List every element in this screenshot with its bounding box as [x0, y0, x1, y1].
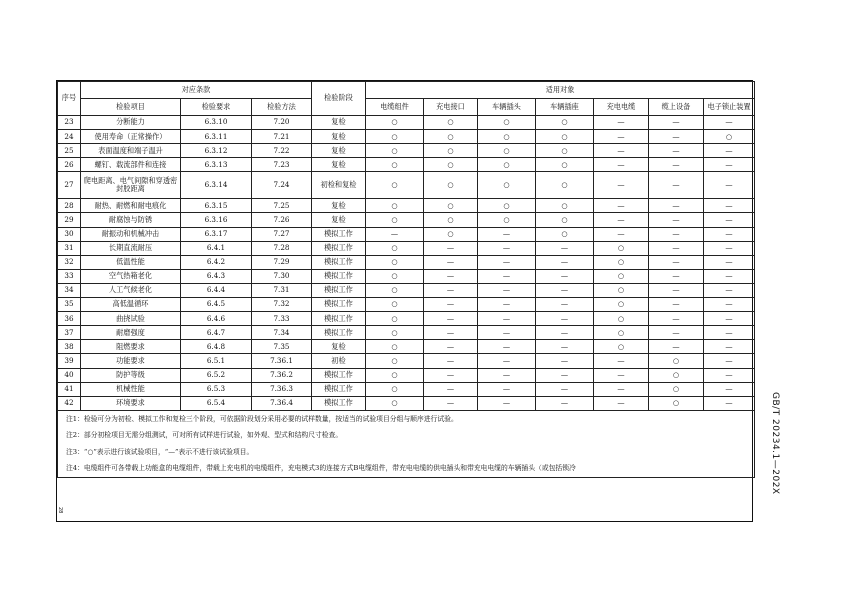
table-row — [58, 213, 755, 227]
row-mark: — — [536, 283, 594, 297]
row-method: 7.24 — [252, 172, 312, 199]
row-mark: — — [478, 312, 536, 326]
header-item: 检验项目 — [81, 99, 181, 116]
row-mark: ○ — [649, 354, 704, 368]
row-mark: ○ — [536, 199, 594, 213]
row-mark: — — [594, 199, 649, 213]
row-mark: ○ — [366, 241, 424, 255]
row-mark: — — [594, 144, 649, 158]
row-mark: — — [536, 368, 594, 382]
row-mark: — — [704, 116, 755, 130]
header-clause-group: 对应条款 — [81, 82, 312, 99]
row-mark: — — [704, 227, 755, 241]
row-stage: 复检 — [312, 130, 366, 144]
row-mark: ○ — [536, 130, 594, 144]
row-mark: — — [704, 298, 755, 312]
row-mark: ○ — [366, 269, 424, 283]
row-mark: — — [649, 241, 704, 255]
row-mark: — — [649, 312, 704, 326]
row-mark: — — [704, 213, 755, 227]
row-mark: ○ — [478, 213, 536, 227]
row-mark: — — [478, 354, 536, 368]
row-number: 26 — [58, 158, 81, 172]
row-mark: — — [704, 241, 755, 255]
row-mark: — — [594, 116, 649, 130]
row-mark: ○ — [366, 382, 424, 396]
row-mark: ○ — [424, 172, 478, 199]
row-method: 7.36.1 — [252, 354, 312, 368]
header-req: 检验要求 — [181, 99, 252, 116]
row-item: 耐腐蚀与防锈 — [81, 213, 181, 227]
row-mark: ○ — [594, 326, 649, 340]
row-mark: — — [536, 340, 594, 354]
row-mark: ○ — [366, 312, 424, 326]
row-mark: — — [649, 199, 704, 213]
row-method: 7.22 — [252, 144, 312, 158]
row-item: 分断能力 — [81, 116, 181, 130]
row-requirement: 6.3.15 — [181, 199, 252, 213]
row-number: 23 — [58, 116, 81, 130]
row-mark: — — [478, 382, 536, 396]
row-method: 7.28 — [252, 241, 312, 255]
row-mark: ○ — [424, 116, 478, 130]
table-row — [58, 172, 755, 199]
row-method: 7.21 — [252, 130, 312, 144]
row-mark: — — [594, 354, 649, 368]
row-mark: ○ — [424, 199, 478, 213]
row-mark: — — [478, 227, 536, 241]
table-row — [58, 144, 755, 158]
row-mark: ○ — [366, 130, 424, 144]
row-mark: — — [478, 326, 536, 340]
row-mark: ○ — [478, 144, 536, 158]
row-mark: ○ — [424, 144, 478, 158]
row-method: 7.20 — [252, 116, 312, 130]
row-method: 7.26 — [252, 213, 312, 227]
row-mark: — — [536, 255, 594, 269]
table-row — [58, 340, 755, 354]
row-mark: ○ — [366, 298, 424, 312]
header-target: 电缆组件 — [366, 99, 424, 116]
row-mark: — — [649, 298, 704, 312]
row-mark: — — [649, 116, 704, 130]
row-mark: ○ — [366, 340, 424, 354]
row-mark: — — [536, 396, 594, 410]
row-mark: ○ — [366, 213, 424, 227]
table-row — [58, 158, 755, 172]
row-mark: — — [649, 269, 704, 283]
row-mark: ○ — [536, 213, 594, 227]
row-stage: 模拟工作 — [312, 298, 366, 312]
row-method: 7.23 — [252, 158, 312, 172]
row-mark: — — [478, 269, 536, 283]
row-mark: — — [424, 340, 478, 354]
row-mark: ○ — [478, 199, 536, 213]
row-mark: — — [366, 227, 424, 241]
row-number: 34 — [58, 283, 81, 297]
note-4: 注4：电缆组件可各带载上功能盒的电缆组件，带载上充电机的电缆组件，充电模式3的连接方式B电缆组件，带充电电缆的供电插头和带充电电缆的车辆插头（或包括锁冷 — [66, 464, 576, 473]
row-mark: — — [649, 144, 704, 158]
row-mark: ○ — [366, 255, 424, 269]
row-mark: ○ — [594, 241, 649, 255]
row-mark: — — [704, 382, 755, 396]
row-requirement: 6.5.2 — [181, 368, 252, 382]
table-row — [58, 269, 755, 283]
row-requirement: 6.3.16 — [181, 213, 252, 227]
row-stage: 模拟工作 — [312, 326, 366, 340]
row-mark: — — [649, 158, 704, 172]
table-row — [58, 312, 755, 326]
row-mark: ○ — [424, 130, 478, 144]
table-row — [58, 298, 755, 312]
row-requirement: 6.4.4 — [181, 283, 252, 297]
row-number: 30 — [58, 227, 81, 241]
row-mark: ○ — [478, 116, 536, 130]
row-mark: — — [536, 241, 594, 255]
row-stage: 模拟工作 — [312, 227, 366, 241]
row-mark: ○ — [366, 116, 424, 130]
row-mark: ○ — [366, 144, 424, 158]
row-method: 7.27 — [252, 227, 312, 241]
row-mark: — — [536, 326, 594, 340]
row-mark: ○ — [649, 368, 704, 382]
table-row — [58, 227, 755, 241]
inspection-table-sheet — [56, 80, 753, 522]
row-item: 高低温循环 — [81, 298, 181, 312]
standard-number-vertical: GB/T 20234.1—202X — [770, 392, 780, 495]
row-mark: — — [594, 172, 649, 199]
row-mark: — — [424, 354, 478, 368]
row-mark: — — [424, 283, 478, 297]
row-mark: ○ — [594, 340, 649, 354]
row-item: 环境要求 — [81, 396, 181, 410]
row-mark: — — [704, 354, 755, 368]
row-requirement: 6.4.3 — [181, 269, 252, 283]
row-item: 表面温度和端子温升 — [81, 144, 181, 158]
row-requirement: 6.4.7 — [181, 326, 252, 340]
row-number: 27 — [58, 172, 81, 199]
row-mark: ○ — [536, 158, 594, 172]
row-method: 7.31 — [252, 283, 312, 297]
row-mark: — — [594, 158, 649, 172]
row-mark: — — [478, 241, 536, 255]
row-number: 29 — [58, 213, 81, 227]
note-3: 注3：“○”表示进行该试验项目，“—”表示不进行该试验项目。 — [66, 447, 254, 456]
inspection-table — [57, 81, 755, 478]
row-item: 使用寿命（正常操作） — [81, 130, 181, 144]
row-mark: — — [536, 269, 594, 283]
header-target: 充电接口 — [424, 99, 478, 116]
row-number: 35 — [58, 298, 81, 312]
row-number: 38 — [58, 340, 81, 354]
row-number: 39 — [58, 354, 81, 368]
row-mark: — — [478, 255, 536, 269]
row-mark: — — [704, 158, 755, 172]
row-mark: ○ — [366, 354, 424, 368]
row-stage: 复检 — [312, 213, 366, 227]
row-mark: — — [704, 312, 755, 326]
row-mark: — — [424, 269, 478, 283]
row-mark: — — [704, 255, 755, 269]
row-number: 40 — [58, 368, 81, 382]
table-row — [58, 116, 755, 130]
note-1: 注1：检验可分为初检、模拟工作和复检三个阶段，可依据阶段划分采用必要的试样数量，按适当的试验项目分组与顺序进行试验。 — [66, 414, 458, 423]
row-mark: ○ — [424, 158, 478, 172]
table-row — [58, 199, 755, 213]
row-number: 42 — [58, 396, 81, 410]
row-mark: — — [649, 172, 704, 199]
row-stage: 模拟工作 — [312, 396, 366, 410]
row-item: 曲挠试验 — [81, 312, 181, 326]
row-method: 7.32 — [252, 298, 312, 312]
row-item: 机械性能 — [81, 382, 181, 396]
table-row — [58, 368, 755, 382]
row-stage: 模拟工作 — [312, 312, 366, 326]
row-method: 7.35 — [252, 340, 312, 354]
row-number: 25 — [58, 144, 81, 158]
row-mark: ○ — [649, 382, 704, 396]
table-row — [58, 396, 755, 410]
row-stage: 模拟工作 — [312, 382, 366, 396]
row-mark: ○ — [424, 227, 478, 241]
row-mark: ○ — [366, 326, 424, 340]
row-mark: ○ — [594, 269, 649, 283]
row-item: 长期直流耐压 — [81, 241, 181, 255]
row-item: 耐振动和机械冲击 — [81, 227, 181, 241]
row-mark: — — [424, 382, 478, 396]
header-target: 电子锁止装置 — [704, 99, 755, 116]
table-row — [58, 382, 755, 396]
row-mark: — — [649, 340, 704, 354]
table-row — [58, 283, 755, 297]
page-number: 28 — [57, 507, 63, 514]
row-mark: — — [704, 368, 755, 382]
row-mark: — — [649, 283, 704, 297]
row-mark: ○ — [366, 396, 424, 410]
row-mark: — — [649, 130, 704, 144]
row-item: 人工气候老化 — [81, 283, 181, 297]
row-mark: — — [478, 340, 536, 354]
row-mark: — — [594, 213, 649, 227]
row-mark: — — [536, 312, 594, 326]
row-method: 7.25 — [252, 199, 312, 213]
row-stage: 复检 — [312, 199, 366, 213]
header-target: 车辆插座 — [536, 99, 594, 116]
row-mark: — — [704, 340, 755, 354]
row-mark: — — [649, 213, 704, 227]
row-mark: — — [536, 298, 594, 312]
row-mark: — — [536, 354, 594, 368]
row-mark: — — [704, 144, 755, 158]
row-stage: 模拟工作 — [312, 283, 366, 297]
table-row — [58, 354, 755, 368]
row-requirement: 6.3.13 — [181, 158, 252, 172]
row-mark: — — [594, 130, 649, 144]
row-mark: — — [704, 172, 755, 199]
row-mark: ○ — [536, 116, 594, 130]
row-number: 41 — [58, 382, 81, 396]
row-mark: — — [424, 326, 478, 340]
row-mark: ○ — [424, 213, 478, 227]
notes-cell — [58, 410, 755, 477]
row-number: 37 — [58, 326, 81, 340]
note-2: 注2：部分初检项目无需分组测试，可对所有试样进行试验，如外观、型式和结构尺寸检查。 — [66, 431, 343, 440]
row-method: 7.33 — [252, 312, 312, 326]
table-row — [58, 130, 755, 144]
row-stage: 复检 — [312, 116, 366, 130]
row-mark: — — [649, 227, 704, 241]
row-item: 功能要求 — [81, 354, 181, 368]
row-method: 7.36.2 — [252, 368, 312, 382]
row-mark: ○ — [594, 283, 649, 297]
row-item: 低温性能 — [81, 255, 181, 269]
row-mark: ○ — [366, 172, 424, 199]
row-mark: — — [424, 298, 478, 312]
row-mark: — — [704, 283, 755, 297]
row-mark: — — [478, 283, 536, 297]
row-item: 防护等级 — [81, 368, 181, 382]
row-stage: 复检 — [312, 144, 366, 158]
row-requirement: 6.4.8 — [181, 340, 252, 354]
row-mark: ○ — [478, 172, 536, 199]
row-mark: — — [424, 241, 478, 255]
row-number: 32 — [58, 255, 81, 269]
row-mark: — — [478, 396, 536, 410]
row-mark: ○ — [536, 227, 594, 241]
row-mark: — — [424, 312, 478, 326]
header-seq: 序号 — [58, 82, 81, 116]
row-item: 耐热、耐燃和耐电痕化 — [81, 199, 181, 213]
row-mark: — — [478, 298, 536, 312]
row-mark: — — [478, 368, 536, 382]
row-mark: ○ — [366, 158, 424, 172]
row-mark: — — [594, 382, 649, 396]
row-stage: 初检和复检 — [312, 172, 366, 199]
row-method: 7.30 — [252, 269, 312, 283]
row-item: 爬电距离、电气间隙和穿透密封胶距离 — [81, 172, 181, 199]
row-requirement: 6.5.4 — [181, 396, 252, 410]
header-target: 车辆插头 — [478, 99, 536, 116]
row-requirement: 6.5.3 — [181, 382, 252, 396]
row-requirement: 6.4.2 — [181, 255, 252, 269]
row-requirement: 6.4.5 — [181, 298, 252, 312]
row-number: 24 — [58, 130, 81, 144]
row-method: 7.36.3 — [252, 382, 312, 396]
row-number: 33 — [58, 269, 81, 283]
row-mark: ○ — [649, 396, 704, 410]
row-number: 31 — [58, 241, 81, 255]
row-mark: ○ — [366, 283, 424, 297]
row-method: 7.34 — [252, 326, 312, 340]
row-requirement: 6.3.10 — [181, 116, 252, 130]
header-target: 充电电缆 — [594, 99, 649, 116]
row-mark: — — [649, 326, 704, 340]
row-requirement: 6.3.17 — [181, 227, 252, 241]
table-row — [58, 326, 755, 340]
header-stage: 检验阶段 — [312, 82, 366, 116]
row-stage: 模拟工作 — [312, 368, 366, 382]
row-mark: ○ — [536, 172, 594, 199]
row-stage: 复检 — [312, 340, 366, 354]
header-targets-group: 适用对象 — [366, 82, 755, 99]
row-number: 36 — [58, 312, 81, 326]
table-row — [58, 255, 755, 269]
row-mark: — — [704, 199, 755, 213]
row-mark: ○ — [536, 144, 594, 158]
row-mark: — — [594, 396, 649, 410]
row-mark: ○ — [478, 130, 536, 144]
row-mark: — — [594, 368, 649, 382]
row-mark: — — [704, 269, 755, 283]
row-mark: ○ — [366, 368, 424, 382]
row-method: 7.36.4 — [252, 396, 312, 410]
row-requirement: 6.5.1 — [181, 354, 252, 368]
row-mark: — — [594, 227, 649, 241]
row-stage: 初检 — [312, 354, 366, 368]
row-mark: ○ — [366, 199, 424, 213]
row-stage: 复检 — [312, 158, 366, 172]
row-mark: ○ — [478, 158, 536, 172]
row-requirement: 6.4.1 — [181, 241, 252, 255]
row-mark: ○ — [594, 255, 649, 269]
row-requirement: 6.4.6 — [181, 312, 252, 326]
row-mark: ○ — [594, 298, 649, 312]
row-mark: — — [649, 255, 704, 269]
row-mark: — — [536, 382, 594, 396]
row-item: 阻燃要求 — [81, 340, 181, 354]
row-mark: — — [704, 396, 755, 410]
header-method: 检验方法 — [252, 99, 312, 116]
row-requirement: 6.3.12 — [181, 144, 252, 158]
row-mark: — — [424, 255, 478, 269]
row-mark: — — [704, 326, 755, 340]
row-stage: 模拟工作 — [312, 269, 366, 283]
row-mark: ○ — [704, 130, 755, 144]
row-number: 28 — [58, 199, 81, 213]
row-mark: ○ — [594, 312, 649, 326]
row-requirement: 6.3.11 — [181, 130, 252, 144]
row-stage: 模拟工作 — [312, 241, 366, 255]
row-mark: — — [424, 368, 478, 382]
row-item: 螺钉、载流部件和连接 — [81, 158, 181, 172]
row-item: 空气热箱老化 — [81, 269, 181, 283]
row-item: 耐磨强度 — [81, 326, 181, 340]
row-mark: — — [424, 396, 478, 410]
row-stage: 模拟工作 — [312, 255, 366, 269]
row-requirement: 6.3.14 — [181, 172, 252, 199]
header-target: 缆上设备 — [649, 99, 704, 116]
row-method: 7.29 — [252, 255, 312, 269]
table-row — [58, 241, 755, 255]
